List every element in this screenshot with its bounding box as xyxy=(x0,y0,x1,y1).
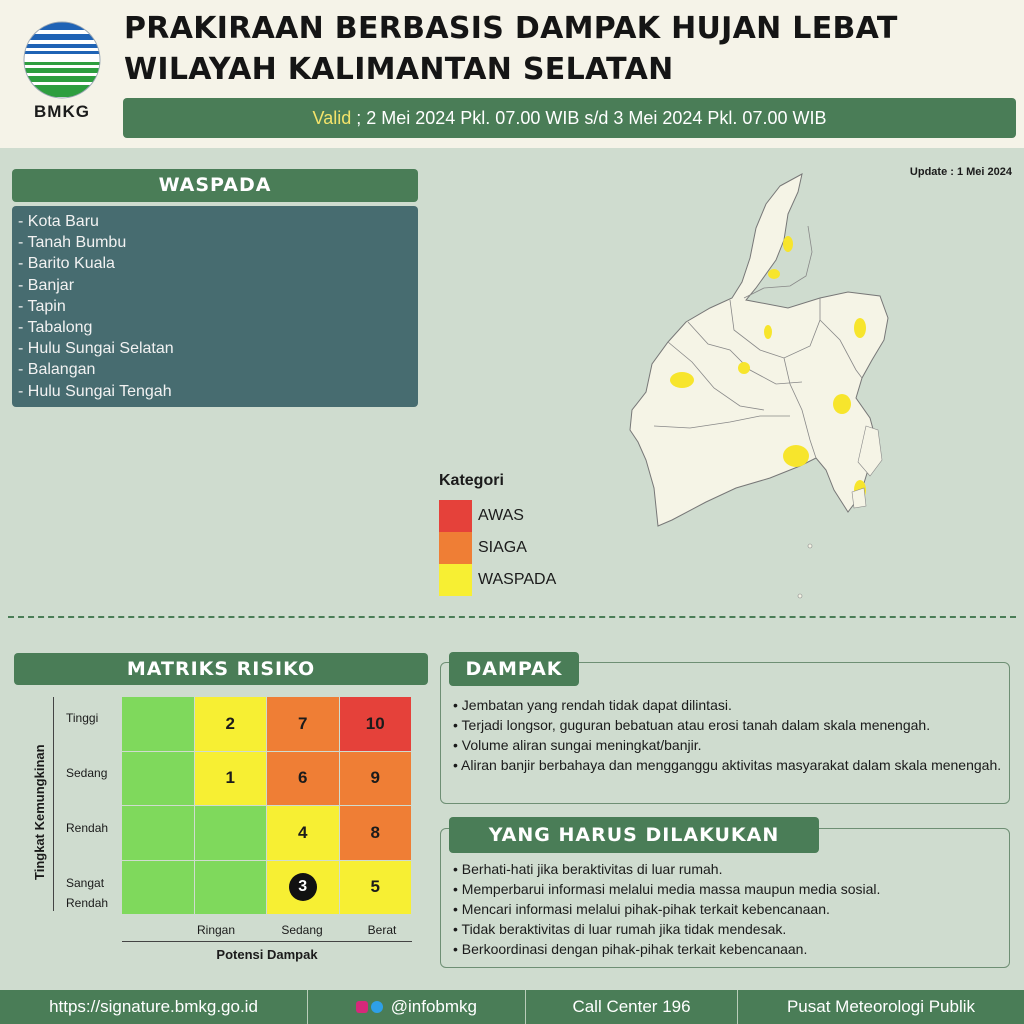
matrix-cell xyxy=(122,806,195,861)
harus-item: • Memperbarui informasi melalui media massa maupun media sosial. xyxy=(453,881,881,897)
social-handle: @infobmkg xyxy=(390,997,477,1016)
region-item: - Tapin xyxy=(18,297,66,315)
legend-item-siaga xyxy=(439,532,556,564)
dampak-item: • Jembatan yang rendah tidak dapat dilintasi. xyxy=(453,697,732,713)
waspada-area xyxy=(783,236,793,252)
region-item: - Hulu Sungai Selatan xyxy=(18,340,174,358)
footer-call-center: Call Center 196 xyxy=(526,990,738,1024)
matrix-cell xyxy=(122,752,195,807)
waspada-area xyxy=(854,318,866,338)
matrix-cell xyxy=(195,806,268,861)
dampak-list xyxy=(453,695,1003,775)
valid-label: Valid xyxy=(312,108,352,128)
legend-label: AWAS xyxy=(478,507,524,524)
risk-value: 9 xyxy=(370,768,380,788)
category-legend xyxy=(439,472,556,596)
waspada-region-list xyxy=(12,206,418,407)
matrix-cell xyxy=(340,752,413,807)
matrix-cell xyxy=(195,697,268,752)
legend-item-awas xyxy=(439,500,556,532)
x-axis-title: Potensi Dampak xyxy=(216,947,318,962)
region-item: - Banjar xyxy=(18,276,75,294)
bmkg-logo xyxy=(18,18,106,126)
harus-list xyxy=(453,859,1003,959)
region-item: - Balangan xyxy=(18,361,96,379)
region-item: - Tanah Bumbu xyxy=(18,234,127,252)
waspada-area xyxy=(670,372,694,388)
legend-label: SIAGA xyxy=(478,539,527,556)
y-label: Rendah xyxy=(66,821,109,835)
matrix-cell xyxy=(267,861,340,916)
dampak-item: • Volume aliran sungai meningkat/banjir. xyxy=(453,737,702,753)
legend-swatch xyxy=(439,532,472,564)
kalsel-map xyxy=(620,170,1020,610)
waspada-area xyxy=(764,325,772,339)
harus-heading: YANG HARUS DILAKUKAN xyxy=(449,817,819,853)
risk-matrix-grid xyxy=(122,697,412,915)
page-title xyxy=(124,8,898,90)
matrix-cell xyxy=(340,806,413,861)
update-date: Update : 1 Mei 2024 xyxy=(909,166,1012,178)
risk-value: 6 xyxy=(298,768,308,788)
y-label: Tinggi xyxy=(66,711,99,725)
risk-value: 2 xyxy=(225,713,235,733)
title-line-2: WILAYAH KALIMANTAN SELATAN xyxy=(124,52,674,87)
matrix-cell xyxy=(122,697,195,752)
legend-swatch xyxy=(439,500,472,532)
legend-label: WASPADA xyxy=(478,571,557,588)
validity-bar xyxy=(123,98,1016,138)
harus-item: • Berhati-hati jika beraktivitas di luar rumah. xyxy=(453,861,723,877)
waspada-area xyxy=(738,362,750,374)
legend-title: Kategori xyxy=(439,472,504,489)
waspada-area xyxy=(833,394,851,414)
waspada-heading: WASPADA xyxy=(12,169,418,202)
island xyxy=(852,488,866,508)
dampak-item: • Terjadi longsor, guguran bebatuan atau erosi tanah dalam skala menengah. xyxy=(453,717,931,733)
island xyxy=(798,594,802,598)
region-item: - Kota Baru xyxy=(18,213,99,230)
region-item: - Hulu Sungai Tengah xyxy=(18,382,172,400)
matrix-cell xyxy=(340,861,413,916)
bmkg-emblem-icon xyxy=(18,18,106,102)
risk-value: 4 xyxy=(298,822,308,842)
header xyxy=(0,0,1024,148)
y-label: Sedang xyxy=(66,766,108,780)
x-axis-line xyxy=(122,941,412,942)
footer-website-link[interactable]: https://signature.bmkg.go.id xyxy=(0,990,308,1024)
x-label: Berat xyxy=(367,923,397,937)
y-label: Sangat Rendah xyxy=(66,876,109,910)
twitter-icon xyxy=(371,1001,383,1013)
waspada-area xyxy=(768,269,780,279)
y-axis-title: Tingkat Kemungkinan xyxy=(32,744,47,880)
matrix-cell xyxy=(267,806,340,861)
matrix-cell xyxy=(340,697,413,752)
y-axis-line xyxy=(53,697,54,911)
instagram-icon xyxy=(356,1001,368,1013)
region-item: - Tabalong xyxy=(18,319,93,337)
x-label: Sedang xyxy=(281,923,323,937)
harus-item: • Berkoordinasi dengan pihak-pihak terkait kebencanaan. xyxy=(453,941,808,957)
section-divider xyxy=(8,616,1016,618)
matrix-cell xyxy=(195,752,268,807)
risk-value: 8 xyxy=(370,822,380,842)
dampak-item: • Aliran banjir berbahaya dan mengganggu aktivitas masyarakat dalam skala menengah. xyxy=(453,757,1002,773)
harus-item: • Mencari informasi melalui pihak-pihak terkait kebencanaan. xyxy=(453,901,830,917)
matrix-cell xyxy=(195,861,268,916)
risk-matrix-heading: MATRIKS RISIKO xyxy=(14,653,428,685)
risk-value: 1 xyxy=(225,768,235,788)
legend-item-waspada xyxy=(439,564,556,596)
title-line-1: PRAKIRAAN BERBASIS DAMPAK HUJAN LEBAT xyxy=(124,11,898,46)
risk-value: 7 xyxy=(298,713,308,733)
waspada-area xyxy=(783,445,809,467)
logo-text: BMKG xyxy=(34,102,90,121)
harus-item: • Tidak beraktivitas di luar rumah jika tidak mendesak. xyxy=(453,921,787,937)
x-label: Ringan xyxy=(196,923,236,937)
risk-value: 5 xyxy=(370,877,380,897)
risk-value: 10 xyxy=(365,713,385,733)
matrix-cell xyxy=(122,861,195,916)
matrix-cell xyxy=(267,752,340,807)
footer-org: Pusat Meteorologi Publik xyxy=(786,997,976,1016)
valid-period: ; 2 Mei 2024 Pkl. 07.00 WIB s/d 3 Mei 2024 Pkl. 07.00 WIB xyxy=(351,108,827,128)
island xyxy=(808,544,812,548)
matrix-cell xyxy=(267,697,340,752)
region-item: - Barito Kuala xyxy=(18,255,115,273)
footer xyxy=(0,990,1024,1024)
dampak-heading: DAMPAK xyxy=(449,652,579,686)
legend-swatch xyxy=(439,564,472,596)
selected-risk-value: 3 xyxy=(289,873,317,901)
footer-social[interactable] xyxy=(308,990,526,1024)
province-shape xyxy=(630,174,888,526)
